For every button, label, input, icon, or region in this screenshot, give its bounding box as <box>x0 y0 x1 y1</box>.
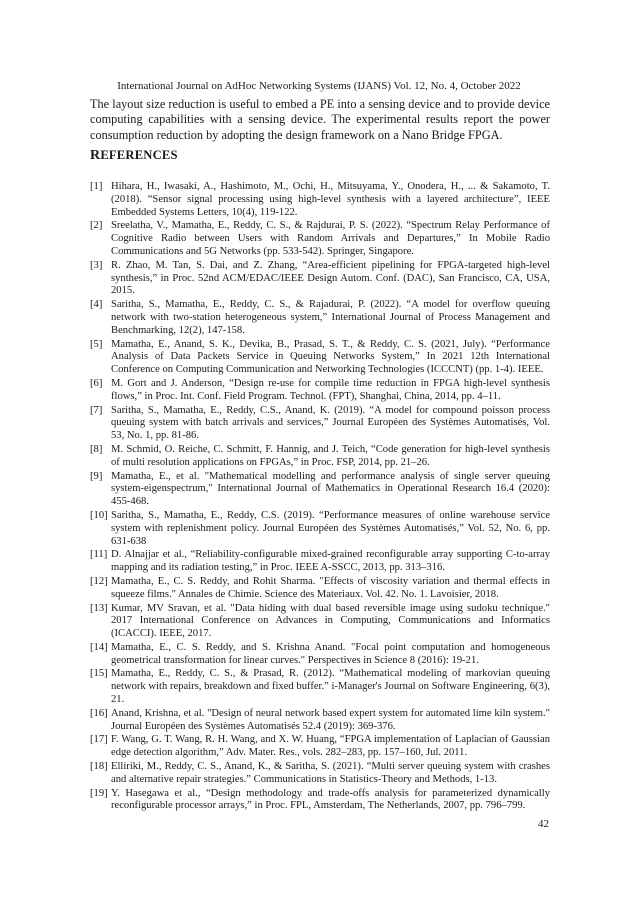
reference-number: [6] <box>90 377 103 389</box>
reference-item <box>90 549 550 575</box>
reference-item <box>90 405 550 443</box>
reference-text: Sreelatha, V., Mamatha, E., Reddy, C. S., & Rajdurai, P. S. (2022). “Spectrum Relay Performance of Cognitive Radio between Users with Random Arrivals and Departures,” In Mobile Radio Communications and 5G Networks (pp. 533-542). Springer, Singapore. <box>111 220 550 257</box>
reference-number: [19] <box>90 787 108 799</box>
reference-item <box>90 378 550 404</box>
reference-number: [5] <box>90 338 103 350</box>
reference-item <box>90 220 550 258</box>
reference-text: Saritha, S., Mamatha, E., Reddy, C. S., & Rajadurai, P. (2022). “A model for overflow queuing network with two-station heterogeneous system,” International Journal of Process Management and Benchmarking, 12(2), 147-158. <box>111 299 550 336</box>
reference-item <box>90 761 550 787</box>
reference-text: Anand, Krishna, et al. "Design of neural network based expert system for automated lime kiln system." Journal Européen des Systèmes Automatisés 52.4 (2019): 369-376. <box>111 707 550 732</box>
references-heading-initial: R <box>90 148 101 163</box>
reference-item <box>90 642 550 668</box>
reference-number: [13] <box>90 602 108 614</box>
reference-number: [12] <box>90 575 108 587</box>
reference-text: Y. Hasegawa et al., “Design methodology and trade-offs analysis for parameterized dynamically reconfigurable processor arrays,” in Proc. FPL, Amsterdam, The Netherlands, 2007, pp. 796–799. <box>111 787 550 812</box>
reference-text: F. Wang, G. T. Wang, R. H. Wang, and X. W. Huang, “FPGA implementation of Laplacian of Gaussian edge detection algorithm,” Adv. Mater. Res., vols. 282–283, pp. 157–160, Jul. 2011. <box>111 734 550 759</box>
reference-text: Kumar, MV Sravan, et al. "Data hiding with dual based reversible image using sudoku technique." 2017 International Conference on Advances in Computing, Communications and Informatics (ICACCI). IEEE, 2017. <box>111 602 550 640</box>
reference-text: Mamatha, E., Reddy, C. S., & Prasad, R. (2012). “Mathematical modeling of markovian queuing network with repairs, breakdown and fixed buffer.” i-Manager's Journal on Software Engineering, 6(3), 21. <box>111 668 550 706</box>
reference-number: [1] <box>90 181 103 192</box>
reference-item <box>90 471 550 509</box>
reference-text: Mamatha, E., Anand, S. K., Devika, B., Prasad, S. T., & Reddy, C. S. (2021, July). “Performance Analysis of Data Packets Service in Queuing Networks System,” In 2021 12th International Conference on Computing Communication and Networking Technologies (ICCCNT) (pp. 1-4). IEEE. <box>111 338 550 376</box>
reference-item <box>90 299 550 337</box>
reference-text: Mamatha, E., C. S. Reddy, and S. Krishna Anand. "Focal point computation and homogeneous geometrical transformation for linear curves." Perspectives in Science 8 (2016): 19-21. <box>111 641 550 666</box>
reference-number: [4] <box>90 299 103 311</box>
reference-item <box>90 260 550 298</box>
reference-text: R. Zhao, M. Tan, S. Dai, and Z. Zhang, “Area-efficient pipelining for FPGA-targeted high-level synthesis,” in Proc. 52nd ACM/EDAC/IEEE Design Autom. Conf. (DAC), San Francisco, CA, USA, 2015. <box>111 259 550 297</box>
reference-text: Elliriki, M., Reddy, C. S., Anand, K., & Saritha, S. (2021). “Multi server queuing system with crashes and alternative repair strategies.” Communications in Statistics-Theory and Methods, 1-13. <box>111 761 550 785</box>
reference-item <box>90 734 550 760</box>
reference-number: [10] <box>90 509 108 521</box>
references-heading-rest: EFERENCES <box>100 148 178 162</box>
references-heading <box>90 148 178 164</box>
reference-text: Mamatha, E., et al. "Mathematical modelling and performance analysis of single server queuing system-eigenspectrum," International Journal of Mathematics in Operational Research 16.4 (2020): 455-468. <box>111 470 550 508</box>
reference-number: [9] <box>90 470 103 482</box>
reference-text: Saritha, S., Mamatha, E., Reddy, C.S. (2019). “Performance measures of online warehouse service system with replenishment policy. Journal Européen des Systèmes Automatisés,” Vol. 52, No. 6, pp. 631-638 <box>111 509 550 547</box>
reference-text: M. Schmid, O. Reiche, C. Schmitt, F. Hannig, and J. Teich, “Code generation for high-level synthesis of multi resolution applications on FPGAs,” in Proc. FSP, 2014, pp. 21–26. <box>111 443 550 468</box>
reference-number: [18] <box>90 761 108 773</box>
body-paragraph: The layout size reduction is useful to embed a PE into a sensing device and to provide device computing capabilities with a sensing device. The experimental results report the power consumption reduction by adopting the design framework on a Nano Bridge FPGA. <box>90 97 550 142</box>
reference-number: [17] <box>90 734 108 746</box>
reference-number: [3] <box>90 259 103 271</box>
reference-number: [8] <box>90 443 103 455</box>
reference-item <box>90 444 550 470</box>
reference-number: [16] <box>90 707 108 719</box>
reference-item <box>90 576 550 602</box>
running-header: International Journal on AdHoc Networking Systems (IJANS) Vol. 12, No. 4, October 2022 <box>117 80 521 92</box>
page-number: 42 <box>538 818 549 830</box>
reference-item <box>90 708 550 734</box>
reference-item <box>90 668 550 706</box>
reference-item <box>90 339 550 377</box>
reference-number: [7] <box>90 404 103 416</box>
reference-text: Mamatha, E., C. S. Reddy, and Rohit Sharma. "Effects of viscosity variation and thermal effects in squeeze films." Annales de Chimie. Science des Materiaux. Vol. 42. No. 1. Lavoisier, 2018. <box>111 575 550 600</box>
reference-text: Hihara, H., Iwasaki, A., Hashimoto, M., Ochi, H., Mitsuyama, Y., Onodera, H., ... & Sakamoto, T. (2018). “Sensor signal processing using high-level synthesis with a layered architecture”, IEEE Embedded Systems Letters, 10(4), 119-122. <box>111 181 550 218</box>
reference-number: [11] <box>90 549 108 561</box>
reference-item <box>90 603 550 641</box>
reference-number: [2] <box>90 220 103 232</box>
reference-text: Saritha, S., Mamatha, E., Reddy, C.S., Anand, K. (2019). “A model for compound poisson process queuing system with batch arrivals and services,” Journal Européen des Systèmes Automatisés, Vol. 53, No. 1, pp. 81-86. <box>111 404 550 442</box>
reference-text: D. Alnajjar et al., “Reliability-configurable mixed-grained reconfigurable array supporting C-to-array mapping and its radiation testing,” in Proc. IEEE A-SSCC, 2013, pp. 313–316. <box>111 549 550 574</box>
references-list <box>90 181 550 814</box>
reference-item <box>90 181 550 219</box>
reference-item <box>90 788 550 814</box>
reference-number: [15] <box>90 668 108 680</box>
reference-text: M. Gort and J. Anderson, “Design re-use for compile time reduction in FPGA high-level synthesis flows,” in Proc. Int. Conf. Field Program. Technol. (FPT), Shanghai, China, 2014, pp. 4–11. <box>111 377 550 402</box>
reference-number: [14] <box>90 641 108 653</box>
reference-item <box>90 510 550 548</box>
